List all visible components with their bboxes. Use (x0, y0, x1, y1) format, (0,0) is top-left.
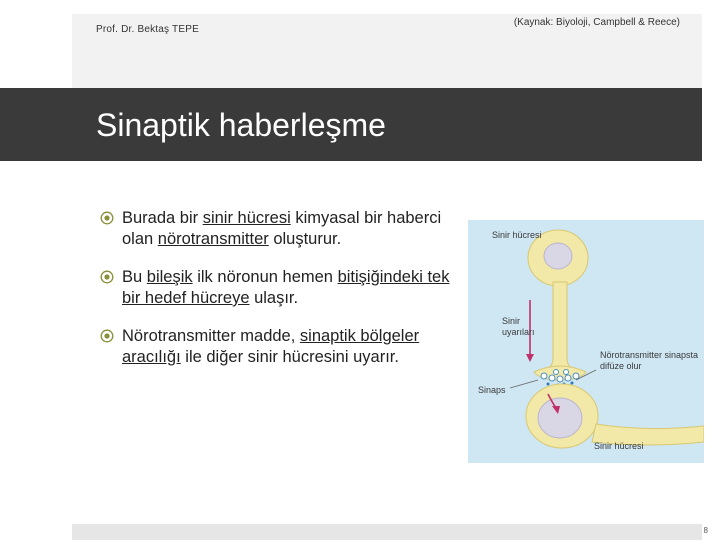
bullet-text: Burada bir (122, 209, 203, 227)
page-number: 8 (703, 526, 708, 535)
source-citation: (Kaynak: Biyoloji, Campbell & Reece) (513, 17, 680, 28)
label-synapse: Sinaps (478, 385, 506, 395)
bullet-item (100, 208, 470, 250)
bullet-item (100, 267, 470, 309)
label-nerve-cell-bottom: Sinir hücresi (594, 441, 644, 451)
bullet-text: oluşturur. (268, 230, 342, 248)
bullet-term: bitişiğindeki tek bir hedef hücreye (122, 268, 450, 307)
label-stimuli: Sinir uyarıları (502, 316, 535, 337)
bullet-text: ulaşır. (249, 289, 299, 307)
circle-target-icon (100, 211, 114, 225)
bullet-item (100, 326, 470, 368)
author-text: Prof. Dr. Bektaş TEPE (96, 24, 199, 35)
label-nerve-cell: Sinir hücresi (492, 230, 542, 240)
circle-target-icon (100, 270, 114, 284)
synapse-figure (468, 220, 704, 463)
bullet-term: sinaptik bölgeler aracılığı (122, 327, 420, 366)
footer-bar (72, 524, 702, 540)
circle-target-icon (100, 329, 114, 343)
bullet-text: Nörotransmitter madde, (122, 327, 300, 345)
bullet-text: kimyasal bir haberci olan (122, 209, 442, 248)
synapse-illustration (468, 220, 704, 463)
bullet-term: bileşik (146, 268, 193, 286)
slide-title: Sinaptik haberleşme (96, 107, 386, 143)
label-nt-diffuse: Nörotransmitter sinapsta difüze olur (600, 350, 699, 371)
bullet-list (100, 208, 470, 385)
bullet-text: ile diğer sinir hücresini uyarır. (180, 348, 399, 366)
bullet-term: sinir hücresi (202, 209, 291, 227)
bullet-term: nörotransmitter (157, 230, 269, 248)
bullet-text: Bu (122, 268, 147, 286)
bullet-text: ilk nöronun hemen (192, 268, 338, 286)
